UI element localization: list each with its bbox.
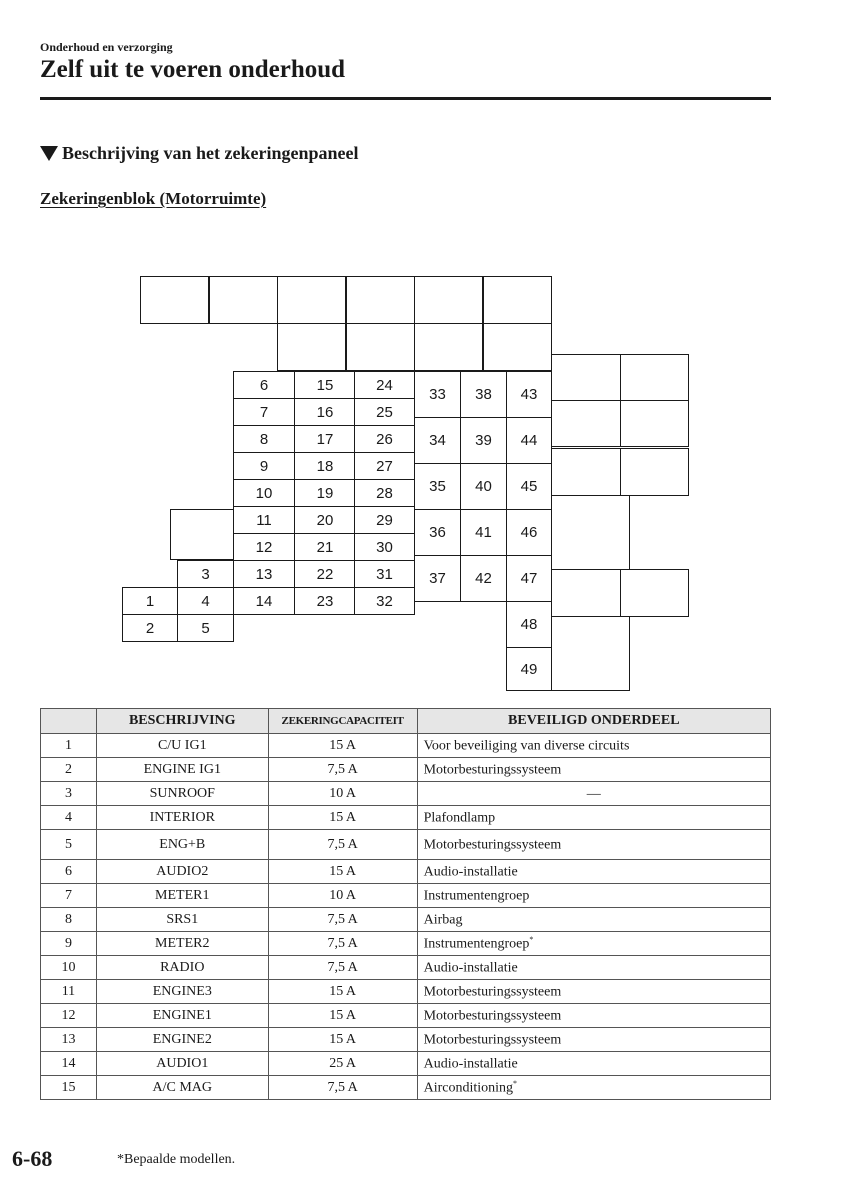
- fuse-16: 16: [294, 398, 356, 426]
- table-row: [41, 734, 771, 758]
- cell-capacity-text: 7,5 A: [327, 1079, 358, 1095]
- page-number: 6-68: [12, 1146, 53, 1171]
- cell-description-text: A/C MAG: [152, 1079, 213, 1095]
- cell-number-text: 9: [64, 935, 72, 951]
- fuse-6: 6: [233, 371, 295, 399]
- fuse-21: 21: [294, 533, 356, 561]
- cell-number: [41, 806, 97, 830]
- cell-capacity-text: 10 A: [329, 887, 357, 903]
- cell-number-text: 15: [61, 1079, 76, 1095]
- table-row: [41, 908, 771, 932]
- cell-number-text: 7: [64, 887, 72, 903]
- fuse-slot-right: [551, 354, 621, 401]
- header-description: BESCHRIJVING: [96, 709, 268, 734]
- cell-description: [96, 908, 268, 932]
- fuse-9: 9: [233, 452, 295, 480]
- cell-capacity-text: 7,5 A: [327, 836, 358, 852]
- cell-number-text: 10: [61, 959, 76, 975]
- cell-description: [96, 806, 268, 830]
- cell-protected: [417, 884, 770, 908]
- cell-protected-text: Motorbesturingssysteem: [423, 984, 562, 1000]
- cell-number-text: 5: [64, 836, 72, 852]
- cell-protected-text: Motorbesturingssysteem: [423, 1032, 562, 1048]
- fuse-34: 34: [414, 417, 461, 464]
- cell-description: [96, 734, 268, 758]
- fuse-48: 48: [506, 601, 552, 648]
- fuse-2: 2: [122, 614, 178, 642]
- cell-protected: [417, 1052, 770, 1076]
- table-row: [41, 758, 771, 782]
- cell-description-text: AUDIO1: [156, 1055, 209, 1071]
- fuse-38: 38: [460, 371, 507, 418]
- cell-protected: [417, 1076, 770, 1100]
- cell-capacity-text: 7,5 A: [327, 911, 358, 927]
- table-row: [41, 1004, 771, 1028]
- section-heading-text: Beschrijving van het zekeringenpaneel: [62, 143, 359, 163]
- fuse-table: [40, 708, 771, 1100]
- cell-description: [96, 830, 268, 860]
- cell-protected-text: Plafondlamp: [423, 810, 496, 826]
- fuse-44: 44: [506, 417, 552, 464]
- cell-description-text: AUDIO2: [156, 863, 209, 879]
- cell-capacity-text: 15 A: [329, 1007, 357, 1023]
- fuse-8: 8: [233, 425, 295, 453]
- cell-number: [41, 830, 97, 860]
- fuse-slot-right: [551, 569, 621, 617]
- fuse-slot-top: [346, 276, 415, 324]
- table-row: [41, 1052, 771, 1076]
- cell-number: [41, 956, 97, 980]
- cell-protected-text: Audio-installatie: [423, 864, 518, 880]
- cell-protected-text: Audio-installatie: [423, 1056, 518, 1072]
- title-divider: [40, 97, 771, 100]
- fuse-slot-empty: [170, 509, 234, 560]
- fuse-slot-upper: [483, 323, 552, 371]
- cell-capacity: [268, 980, 417, 1004]
- sub-heading: Zekeringenblok (Motorruimte): [40, 189, 267, 208]
- cell-number: [41, 758, 97, 782]
- cell-number-text: 1: [64, 737, 72, 753]
- cell-protected: [417, 758, 770, 782]
- cell-capacity: [268, 1028, 417, 1052]
- fuse-slot-right: [620, 448, 689, 496]
- cell-capacity-text: 15 A: [329, 809, 357, 825]
- cell-number: [41, 980, 97, 1004]
- fuse-37: 37: [414, 555, 461, 602]
- cell-description: [96, 782, 268, 806]
- cell-description: [96, 758, 268, 782]
- cell-number-text: 11: [61, 983, 76, 999]
- cell-number: [41, 734, 97, 758]
- cell-capacity-text: 15 A: [329, 863, 357, 879]
- cell-capacity-text: 15 A: [329, 737, 357, 753]
- table-row: [41, 860, 771, 884]
- fuse-slot-right: [551, 400, 621, 447]
- fuse-4: 4: [177, 587, 234, 615]
- table-row: [41, 884, 771, 908]
- fuse-14: 14: [233, 587, 295, 615]
- cell-description: [96, 1052, 268, 1076]
- cell-capacity: [268, 806, 417, 830]
- fuse-49: 49: [506, 647, 552, 691]
- fuse-13: 13: [233, 560, 295, 588]
- cell-protected-text: Motorbesturingssysteem: [423, 762, 562, 778]
- cell-number-text: 8: [64, 911, 72, 927]
- cell-protected-text: Airbag: [423, 912, 463, 928]
- cell-description: [96, 1076, 268, 1100]
- cell-capacity: [268, 884, 417, 908]
- fuse-7: 7: [233, 398, 295, 426]
- cell-description-text: SUNROOF: [149, 785, 215, 801]
- fuse-12: 12: [233, 533, 295, 561]
- cell-description-text: ENGINE IG1: [143, 761, 221, 777]
- cell-capacity-text: 15 A: [329, 983, 357, 999]
- cell-description-text: INTERIOR: [149, 809, 215, 825]
- fuse-36: 36: [414, 509, 461, 556]
- cell-protected-text: Motorbesturingssysteem: [423, 837, 562, 853]
- cell-description: [96, 956, 268, 980]
- fuse-24: 24: [354, 371, 415, 399]
- cell-number: [41, 1076, 97, 1100]
- fuse-39: 39: [460, 417, 507, 464]
- cell-description-text: METER1: [155, 887, 210, 903]
- fuse-slot-top: [483, 276, 552, 324]
- cell-number: [41, 932, 97, 956]
- fuse-40: 40: [460, 463, 507, 510]
- fuse-18: 18: [294, 452, 356, 480]
- cell-protected: [417, 860, 770, 884]
- cell-capacity: [268, 1076, 417, 1100]
- fuse-slot-right: [620, 400, 689, 447]
- cell-capacity: [268, 830, 417, 860]
- cell-capacity: [268, 1052, 417, 1076]
- cell-number-text: 3: [64, 785, 72, 801]
- cell-protected-text: Motorbesturingssysteem: [423, 1008, 562, 1024]
- cell-capacity: [268, 1004, 417, 1028]
- cell-number: [41, 1028, 97, 1052]
- fuse-slot-right: [551, 616, 630, 691]
- cell-protected-text: Instrumentengroep: [423, 888, 530, 904]
- cell-protected-text: —: [586, 786, 601, 802]
- cell-capacity: [268, 956, 417, 980]
- fuse-43: 43: [506, 371, 552, 418]
- fuse-slot-upper: [414, 323, 483, 371]
- footnote-mark: *: [529, 934, 534, 944]
- table-row: [41, 1076, 771, 1100]
- cell-capacity: [268, 782, 417, 806]
- cell-number: [41, 860, 97, 884]
- fuse-slot-top: [209, 276, 278, 324]
- cell-description-text: METER2: [155, 935, 210, 951]
- cell-protected: [417, 908, 770, 932]
- page-title: Zelf uit te voeren onderhoud: [40, 56, 346, 83]
- cell-capacity-text: 15 A: [329, 1031, 357, 1047]
- cell-protected: [417, 806, 770, 830]
- cell-description: [96, 860, 268, 884]
- cell-capacity-text: 7,5 A: [327, 959, 358, 975]
- cell-description-text: SRS1: [166, 911, 199, 927]
- cell-number-text: 14: [61, 1055, 76, 1071]
- cell-protected: [417, 932, 770, 956]
- fuse-31: 31: [354, 560, 415, 588]
- cell-number-text: 4: [64, 809, 72, 825]
- cell-description-text: ENG+B: [159, 836, 206, 852]
- fuse-17: 17: [294, 425, 356, 453]
- fuse-slot-right: [551, 495, 630, 570]
- cell-protected: [417, 1028, 770, 1052]
- fuse-35: 35: [414, 463, 461, 510]
- cell-number-text: 13: [61, 1031, 76, 1047]
- footnote-mark: *: [513, 1078, 518, 1088]
- cell-description-text: C/U IG1: [157, 737, 207, 753]
- cell-capacity: [268, 932, 417, 956]
- fuse-26: 26: [354, 425, 415, 453]
- cell-description-text: ENGINE2: [152, 1031, 212, 1047]
- cell-protected-text: Instrumentengroep: [423, 936, 530, 952]
- fuse-29: 29: [354, 506, 415, 534]
- cell-protected: [417, 980, 770, 1004]
- cell-capacity-text: 10 A: [329, 785, 357, 801]
- cell-protected: [417, 1004, 770, 1028]
- fuse-slot-right: [620, 569, 689, 617]
- fuse-11: 11: [233, 506, 295, 534]
- cell-protected: [417, 956, 770, 980]
- fuse-45: 45: [506, 463, 552, 510]
- fuse-42: 42: [460, 555, 507, 602]
- table-header-row: [41, 709, 771, 734]
- fuse-41: 41: [460, 509, 507, 556]
- cell-protected-text: Voor beveiliging van diverse circuits: [423, 738, 630, 754]
- cell-description-text: ENGINE1: [152, 1007, 212, 1023]
- cell-capacity: [268, 908, 417, 932]
- cell-protected: [417, 782, 770, 806]
- cell-protected: [417, 734, 770, 758]
- fuse-slot-upper: [346, 323, 415, 371]
- fuse-slot-right: [551, 448, 621, 496]
- cell-protected: [417, 830, 770, 860]
- fuse-19: 19: [294, 479, 356, 507]
- cell-number: [41, 884, 97, 908]
- fuse-28: 28: [354, 479, 415, 507]
- cell-description: [96, 932, 268, 956]
- cell-number-text: 2: [64, 761, 72, 777]
- header-capacity: ZEKERINGCAPACITEIT: [268, 709, 417, 734]
- cell-number-text: 12: [61, 1007, 76, 1023]
- fuse-3: 3: [177, 560, 234, 588]
- cell-number: [41, 1004, 97, 1028]
- fuse-slot-upper: [277, 323, 346, 371]
- cell-number: [41, 908, 97, 932]
- fuse-10: 10: [233, 479, 295, 507]
- table-row: [41, 1028, 771, 1052]
- cell-capacity: [268, 734, 417, 758]
- cell-capacity-text: 7,5 A: [327, 935, 358, 951]
- cell-description: [96, 1004, 268, 1028]
- cell-number: [41, 782, 97, 806]
- header-protected: BEVEILIGD ONDERDEEL: [417, 709, 770, 734]
- fuse-32: 32: [354, 587, 415, 615]
- fuse-slot-top: [277, 276, 346, 324]
- table-row: [41, 830, 771, 860]
- fuse-slot-top: [414, 276, 483, 324]
- cell-capacity: [268, 758, 417, 782]
- fuse-27: 27: [354, 452, 415, 480]
- fuse-46: 46: [506, 509, 552, 556]
- cell-capacity-text: 25 A: [329, 1055, 357, 1071]
- fuse-33: 33: [414, 371, 461, 418]
- fuse-slot-right: [620, 354, 689, 401]
- cell-capacity-text: 7,5 A: [327, 761, 358, 777]
- cell-capacity: [268, 860, 417, 884]
- fuse-15: 15: [294, 371, 356, 399]
- fuse-20: 20: [294, 506, 356, 534]
- fuse-1: 1: [122, 587, 178, 615]
- cell-protected-text: Airconditioning: [423, 1080, 514, 1096]
- cell-number: [41, 1052, 97, 1076]
- table-row: [41, 806, 771, 830]
- fuse-5: 5: [177, 614, 234, 642]
- cell-protected-text: Audio-installatie: [423, 960, 518, 976]
- fuse-47: 47: [506, 555, 552, 602]
- fuse-22: 22: [294, 560, 356, 588]
- table-row: [41, 782, 771, 806]
- section-heading: [40, 143, 358, 164]
- header-number: [41, 709, 97, 734]
- section-header: Onderhoud en verzorging: [40, 40, 173, 54]
- fuse-23: 23: [294, 587, 356, 615]
- table-row: [41, 956, 771, 980]
- cell-description-text: RADIO: [160, 959, 205, 975]
- cell-description: [96, 1028, 268, 1052]
- cell-description-text: ENGINE3: [152, 983, 212, 999]
- fuse-slot-top: [140, 276, 209, 324]
- triangle-down-icon: [40, 146, 58, 161]
- cell-description: [96, 884, 268, 908]
- footnote: *Bepaalde modellen.: [117, 1152, 236, 1167]
- fuse-30: 30: [354, 533, 415, 561]
- cell-description: [96, 980, 268, 1004]
- fuse-25: 25: [354, 398, 415, 426]
- cell-number-text: 6: [64, 863, 72, 879]
- table-row: [41, 980, 771, 1004]
- table-row: [41, 932, 771, 956]
